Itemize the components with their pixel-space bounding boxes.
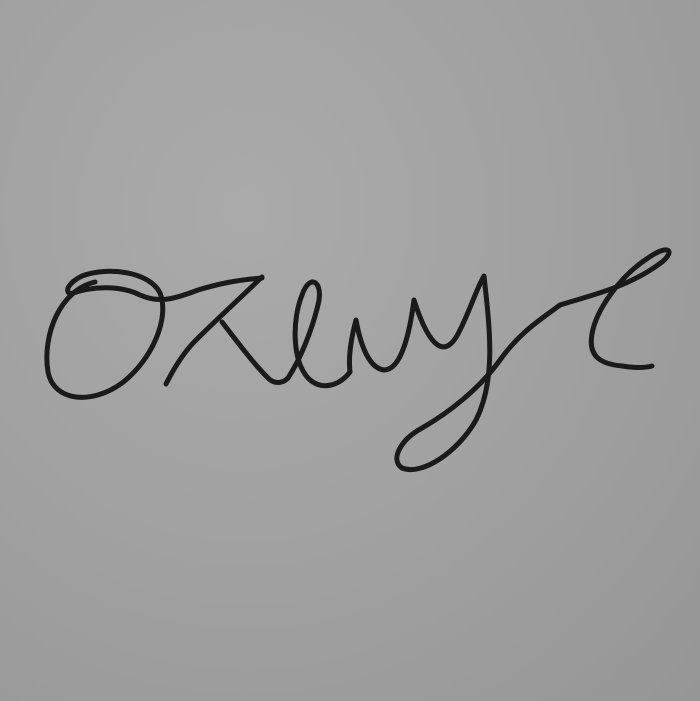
letter-y-stroke [349, 276, 560, 470]
letter-e-stroke [288, 282, 350, 386]
letter-e-final-stroke [560, 250, 669, 368]
letter-x-stroke-2 [222, 322, 288, 383]
letter-x-stroke-1 [166, 277, 262, 384]
